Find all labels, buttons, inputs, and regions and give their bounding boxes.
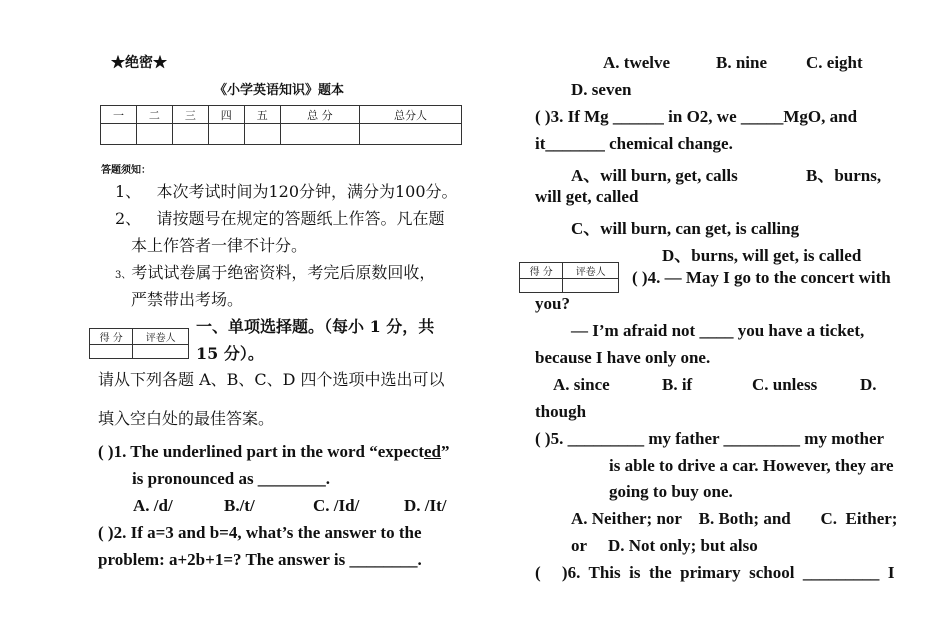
section1-instructions-cont: 填入空白处的最佳答案。: [98, 409, 275, 428]
score-cell[interactable]: [244, 124, 280, 145]
q3-option-c: C、will burn, can get, is calling: [571, 219, 800, 238]
q4-dialog-cont: because I have only one.: [535, 348, 711, 367]
q2-option-c: C. eight: [806, 53, 863, 72]
secret-mark: ★绝密★: [111, 55, 167, 71]
notice-num: 1、: [115, 182, 142, 201]
q1-stem-cont: is pronounced as ________.: [132, 469, 331, 488]
notice-item-2-cont: 本上作答者一律不计分。: [131, 236, 308, 255]
section1-instructions: 请从下列各题 A、B、C、D 四个选项中选出可以: [98, 370, 445, 389]
q4-option-b: B. if: [662, 375, 693, 394]
score-cell[interactable]: [172, 124, 208, 145]
grader-score-cell[interactable]: [90, 345, 133, 359]
q5-stem-cont2: going to buy one.: [609, 482, 733, 501]
score-cell[interactable]: [280, 124, 359, 145]
q3-stem-cont: it_______ chemical change.: [535, 134, 733, 153]
q3-option-a: A、will burn, get, calls: [571, 166, 738, 185]
q5-stem: ( )5. _________ my father _________ my mother: [535, 429, 885, 448]
q5-options: A. Neither; nor B. Both; and C. Either;: [571, 509, 898, 528]
notice-item-3-cont: 严禁带出考场。: [131, 290, 244, 309]
q4-option-c: C. unless: [752, 375, 818, 394]
notice-item-2: [115, 206, 444, 229]
grader-score-label: 得 分: [520, 263, 563, 279]
q4-option-d-cont: though: [535, 402, 587, 421]
q4-stem-cont: you?: [535, 294, 570, 313]
notice-item-3: [115, 260, 435, 283]
q4-option-a: A. since: [553, 375, 610, 394]
grader-score-cell[interactable]: [520, 279, 563, 293]
q3-stem: ( )3. If Mg ______ in O2, we _____MgO, and: [535, 107, 858, 126]
score-table: [100, 105, 462, 145]
q1-option-c: C. /Id/: [313, 496, 360, 515]
grader-box-right: [519, 262, 619, 293]
grader-name-cell[interactable]: [563, 279, 619, 293]
q3-option-d: D、burns, will get, is called: [662, 246, 862, 265]
q2-stem-cont: problem: a+2b+1=? The answer is ________.: [98, 550, 422, 569]
section1-title-cont: 15 分）。: [196, 344, 264, 363]
q1-quote: ”: [441, 442, 450, 461]
q1-underlined: ed: [424, 442, 441, 461]
score-cell[interactable]: [360, 124, 462, 145]
q3-option-b: B、burns,: [806, 166, 882, 185]
score-col-5: 五: [244, 106, 280, 124]
q4-dialog-line: — I’m afraid not ____ you have a ticket,: [571, 321, 865, 340]
q1-option-a: A. /d/: [133, 496, 173, 515]
score-cell[interactable]: [136, 124, 172, 145]
score-table-blank-row: [101, 124, 462, 145]
notice-text: 考试试卷属于绝密资料，考完后原数回收，: [131, 263, 436, 282]
score-cell[interactable]: [101, 124, 137, 145]
q1-option-d: D. /It/: [404, 496, 447, 515]
notice-num: 2、: [115, 209, 142, 228]
grader-score-label: 得 分: [90, 329, 133, 345]
q4-stem: ( )4. — May I go to the concert with: [632, 268, 891, 287]
q5-stem-cont: is able to drive a car. However, they are: [609, 456, 894, 475]
q3-option-b-cont: will get, called: [535, 187, 639, 206]
score-col-3: 三: [172, 106, 208, 124]
notice-num: 3、: [115, 270, 132, 281]
grader-name-label: 评卷人: [133, 329, 189, 345]
q1-stem-text: ( )1. The underlined part in the word “expect: [98, 442, 424, 461]
q5-options-cont: or D. Not only; but also: [571, 536, 758, 555]
q4-option-d: D.: [860, 375, 877, 394]
score-col-total: 总 分: [280, 106, 359, 124]
score-col-1: 一: [101, 106, 137, 124]
notice-text: 请按题号在规定的答题纸上作答。凡在题: [156, 209, 445, 228]
score-table-header-row: [101, 106, 462, 124]
score-col-grader: 总分人: [360, 106, 462, 124]
section1-title: 一、单项选择题。（每小 1 分，共: [196, 317, 435, 336]
grader-box: [89, 328, 189, 359]
score-cell[interactable]: [208, 124, 244, 145]
q1-option-b: B./t/: [224, 496, 255, 515]
notice-text: 本次考试时间为120分钟，满分为100分。: [156, 182, 458, 201]
grader-name-cell[interactable]: [133, 345, 189, 359]
notice-heading: 答题须知：: [101, 165, 151, 176]
page-title: 《小学英语知识》题本: [214, 83, 345, 98]
score-col-4: 四: [208, 106, 244, 124]
q2-option-b: B. nine: [716, 53, 768, 72]
q2-option-a: A. twelve: [603, 53, 671, 72]
q2-option-d: D. seven: [571, 80, 632, 99]
q1-stem: [98, 442, 450, 462]
score-col-2: 二: [136, 106, 172, 124]
q6-stem: ( )6. This is the primary school _________ I: [535, 563, 895, 582]
grader-name-label: 评卷人: [563, 263, 619, 279]
q2-stem: ( )2. If a=3 and b=4, what’s the answer to the: [98, 523, 422, 542]
notice-item-1: [115, 179, 458, 202]
